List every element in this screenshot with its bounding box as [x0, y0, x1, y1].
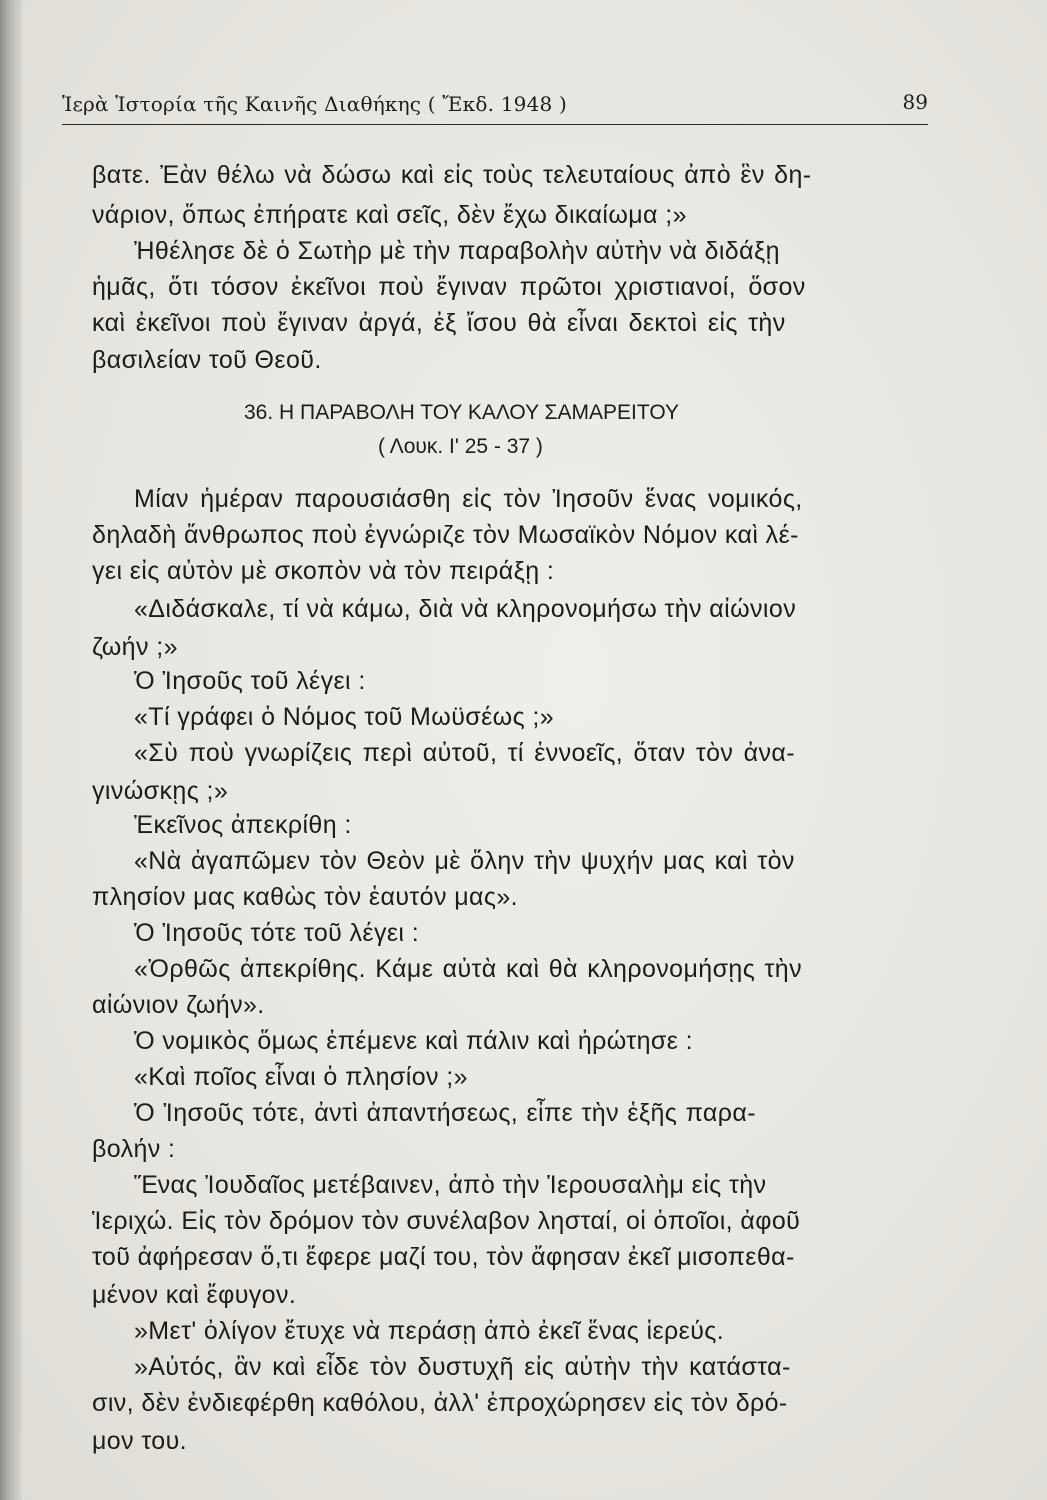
text-line: νάριον, ὅπως ἐπήρατε καὶ σεῖς, δὲν ἔχω δικαίωμα ;» — [92, 201, 687, 229]
page-spine-shadow — [0, 0, 22, 1500]
text-line: βατε. Ἐὰν θέλω νὰ δώσω καὶ εἰς τοὺς τελευταίους ἀπὸ ἓν δη- — [92, 161, 812, 189]
text-line: μένον καὶ ἔφυγον. — [92, 1281, 297, 1309]
text-line: Ὁ Ἰησοῦς τότε, ἀντὶ ἀπαντήσεως, εἶπε τὴν ἑξῆς παρα- — [134, 1099, 756, 1127]
text-line: καὶ ἐκεῖνοι ποὺ ἔγιναν ἀργά, ἐξ ἴσου θὰ εἶναι δεκτοὶ εἰς τὴν — [92, 309, 786, 337]
text-line: Ἠθέλησε δὲ ὁ Σωτὴρ μὲ τὴν παραβολὴν αὐτὴν νὰ διδάξῃ — [134, 237, 780, 265]
text-line: »Μετ' ὀλίγον ἔτυχε νὰ περάσῃ ἀπὸ ἐκεῖ ἕνας ἱερεύς. — [134, 1317, 725, 1345]
text-line: πλησίον μας καθὼς τὸν ἑαυτόν μας». — [92, 883, 518, 911]
text-line: «Τί γράφει ὁ Νόμος τοῦ Μωϋσέως ;» — [134, 703, 555, 731]
text-line: ἡμᾶς, ὅτι τόσον ἐκεῖνοι ποὺ ἔγιναν πρῶτοι χριστιανοί, ὅσον — [92, 273, 806, 301]
text-line: «Καὶ ποῖος εἶναι ὁ πλησίον ;» — [134, 1063, 468, 1091]
text-line: Μίαν ἡμέραν παρουσιάσθη εἰς τὸν Ἰησοῦν ἕνας νομικός, — [134, 485, 803, 513]
section-heading: 36. Η ΠΑΡΑΒΟΛΗ ΤΟΥ ΚΑΛΟΥ ΣΑΜΑΡΕΙΤΟΥ — [244, 401, 680, 424]
text-line: Ὁ Ἰησοῦς τότε τοῦ λέγει : — [134, 919, 420, 947]
text-line: γει εἰς αὐτὸν μὲ σκοπὸν νὰ τὸν πειράξῃ : — [92, 557, 555, 585]
running-header — [62, 88, 928, 125]
section-reference: ( Λουκ. Ι' 25 - 37 ) — [378, 435, 543, 458]
text-line: μον του. — [92, 1427, 187, 1455]
text-line: δηλαδὴ ἄνθρωπος ποὺ ἐγνώριζε τὸν Μωσαϊκὸν Νόμον καὶ λέ- — [92, 521, 799, 549]
text-line: »Αὐτός, ἂν καὶ εἶδε τὸν δυστυχῆ εἰς αὐτὴν τὴν κατάστα- — [134, 1353, 791, 1381]
text-line: Ἕνας Ἰουδαῖος μετέβαινεν, ἀπὸ τὴν Ἱερουσαλὴμ εἰς τὴν — [134, 1171, 767, 1199]
text-line: Ὁ Ἰησοῦς τοῦ λέγει : — [134, 667, 366, 695]
text-line: τοῦ ἀφήρεσαν ὅ,τι ἔφερε μαζί του, τὸν ἄφησαν ἐκεῖ μισοπεθα- — [92, 1243, 795, 1271]
text-line: «Ὀρθῶς ἀπεκρίθης. Κάμε αὐτὰ καὶ θὰ κληρονομήσῃς τὴν — [134, 955, 802, 983]
running-title: Ἱερὰ Ἱστορία τῆς Καινῆς Διαθήκης ( Ἔκδ. 1948 ) — [62, 92, 567, 116]
text-line: Ὁ νομικὸς ὅμως ἐπέμενε καὶ πάλιν καὶ ἠρώτησε : — [134, 1027, 693, 1055]
text-line: Ἐκεῖνος ἀπεκρίθη : — [134, 811, 352, 839]
page-number: 89 — [902, 90, 928, 114]
text-line: βασιλείαν τοῦ Θεοῦ. — [92, 346, 322, 374]
text-line: αἰώνιον ζωήν». — [92, 991, 265, 1019]
text-line: «Νὰ ἀγαπῶμεν τὸν Θεὸν μὲ ὅλην τὴν ψυχήν μας καὶ τὸν — [134, 847, 795, 875]
text-line: «Διδάσκαλε, τί νὰ κάμω, διὰ νὰ κληρονομήσω τὴν αἰώνιον — [134, 595, 797, 623]
text-line: «Σὺ ποὺ γνωρίζεις περὶ αὐτοῦ, τί ἐννοεῖς, ὅταν τὸν ἀνα- — [134, 739, 795, 767]
text-line: γινώσκῃς ;» — [92, 777, 229, 805]
text-line: ζωήν ;» — [92, 633, 178, 661]
text-line: βολήν : — [92, 1135, 176, 1163]
text-line: Ἱεριχώ. Εἰς τὸν δρόμον τὸν συνέλαβον λησταί, οἱ ὁποῖοι, ἀφοῦ — [92, 1207, 801, 1235]
text-line: σιν, δὲν ἐνδιεφέρθη καθόλου, ἀλλ' ἐπροχώρησεν εἰς τὸν δρό- — [92, 1389, 788, 1417]
